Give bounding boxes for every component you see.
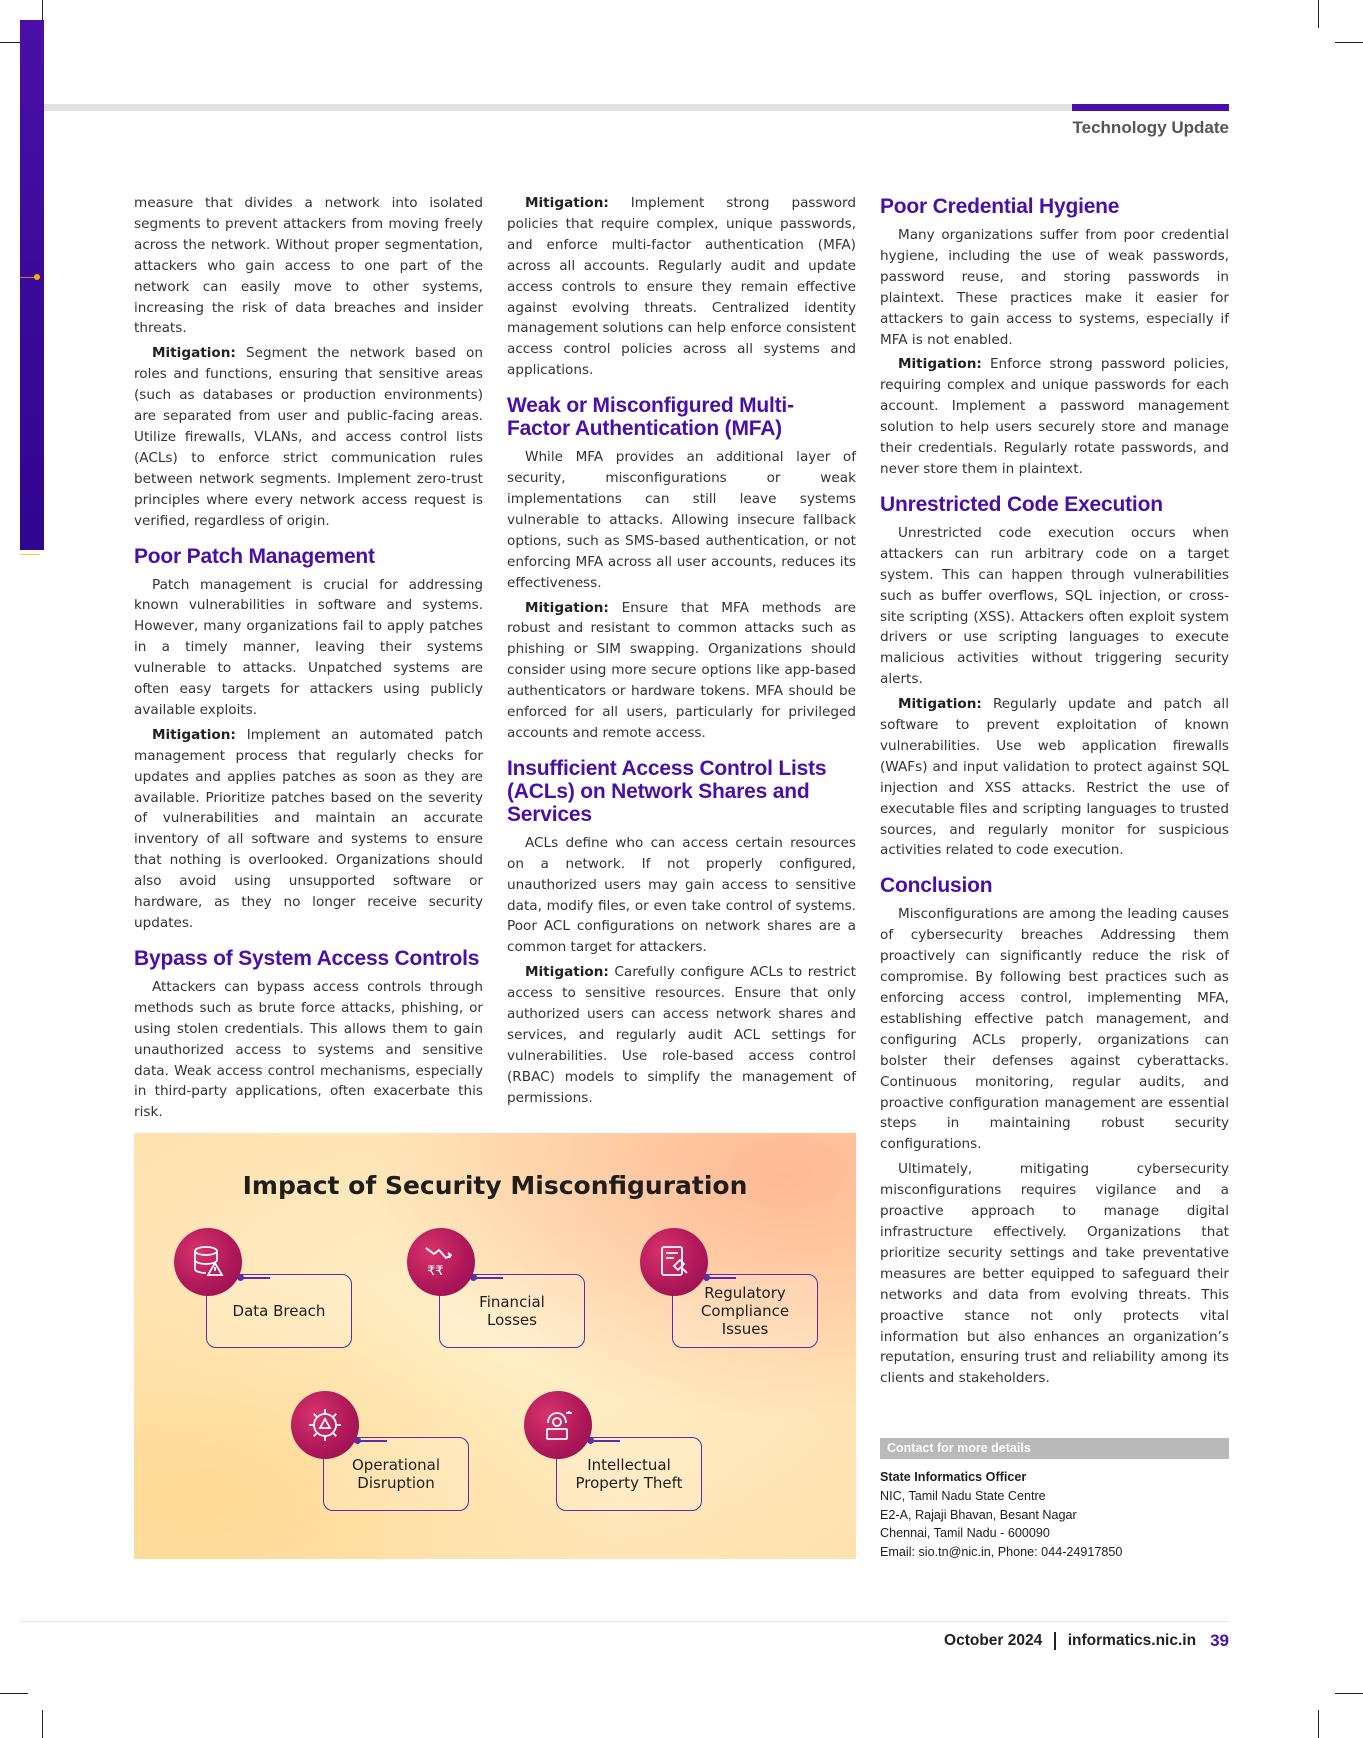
gear-warning-icon: [291, 1391, 359, 1459]
paragraph: Mitigation: Carefully configure ACLs to restrict access to sensitive resources. Ensure that only authorized users can access network shares and services, and regularly audit ACL settings for vulnerabilities. Use role-based access control (RBAC) models to simplify the management of permissions.: [507, 964, 856, 1106]
paragraph: Patch management is crucial for addressing known vulnerabilities in software and systems. However, many organizations fail to apply patches in a timely manner, leaving their systems vulnerable to attacks. Unpatched systems are often easy targets for attackers using publicly available exploits.: [134, 576, 483, 718]
contact-block: [880, 1468, 1122, 1562]
mitigation-label: Mitigation:: [525, 599, 609, 616]
page-footer: [944, 1631, 1229, 1651]
impact-label: Intellectual Property Theft: [575, 1456, 683, 1492]
contact-line: E2-A, Rajaji Bhavan, Besant Nagar: [880, 1507, 1077, 1522]
paragraph: Misconfigurations are among the leading causes of cybersecurity breaches Addressing them proactively can significantly reduce the risk of compromise. By following best practices such as enforcing access control, implementing MFA, establishing effective patch management, and configuring ACLs properly, organizations can bolster their defenses against cyberattacks. Continuous monitoring, regular audits, and proactive configuration management are essential steps in maintaining robust security configurations.: [880, 906, 1229, 1153]
crop-mark: [42, 1710, 43, 1738]
paragraph: While MFA provides an additional layer of security, misconfigurations or weak implementations can still leave systems vulnerable to attacks. Allowing insecure fallback options, such as SMS-based authentication, or not enforcing MFA across all user accounts, reduces its effectiveness.: [507, 449, 856, 591]
impact-label: Regulatory Compliance Issues: [700, 1284, 790, 1338]
paragraph: Attackers can bypass access controls through methods such as brute force attacks, phishing, or using stolen credentials. This allows them to gain unauthorized access to systems and sensitive data. Weak access control mechanisms, especially in third-party applications, often exacerbate this risk.: [134, 978, 483, 1121]
crop-mark: [1318, 0, 1319, 28]
paragraph: Unrestricted code execution occurs when attackers can run arbitrary code on a target system. This can happen through vulnerabilities such as buffer overflows, SQL injection, or cross-site scripting (XSS). Attackers often exploit system drivers or use scripting languages to execute malicious activities without triggering security alerts.: [880, 524, 1229, 688]
page-number: 39: [1210, 1631, 1229, 1650]
hacker-laptop-icon: [524, 1391, 592, 1459]
paragraph: Many organizations suffer from poor credential hygiene, including the use of weak passwords, password reuse, and storing passwords in plaintext. These practices make it easier for attackers to gain access to systems, especially if MFA is not enabled.: [880, 227, 1229, 348]
impact-label: Financial Losses: [479, 1293, 545, 1329]
impact-label: Operational Disruption: [351, 1456, 440, 1492]
paragraph: Mitigation: Regularly update and patch all software to prevent exploitation of known vulnerabilities. Use web application firewalls (WAFs) and input validation to protect against SQL injection and XSS attacks. Restrict the use of executable files and scripting languages to trusted sources, and regularly monitor for suspicious activities related to code execution.: [880, 696, 1229, 859]
paragraph: ACLs define who can access certain resources on a network. If not properly configured, unauthorized users may gain access to sensitive data, modify files, or even take control of systems. Poor ACL configurations on network shares are a common target for attackers.: [507, 834, 856, 956]
legal-book-gavel-icon: [640, 1228, 708, 1296]
footer-separator: [1054, 1632, 1056, 1650]
contact-name: State Informatics Officer: [880, 1470, 1027, 1484]
section-heading: Poor Credential Hygiene: [880, 195, 1120, 218]
section-heading: Insufficient Access Control Lists (ACLs) on Network Shares and Services: [507, 756, 827, 826]
crop-mark: [1335, 42, 1363, 43]
paragraph: measure that divides a network into isolated segments to prevent attackers from moving freely across the network. Without proper segmentation, attackers who gain access to one part of the network can easily move to other systems, increasing the risk of data breaches and insider threats.: [134, 195, 483, 337]
section-heading: Conclusion: [880, 874, 993, 898]
site-url: informatics.nic.in: [1067, 1632, 1197, 1649]
mitigation-label: Mitigation:: [898, 356, 982, 373]
crop-mark: [0, 1693, 28, 1694]
footer-rule: [20, 1621, 1229, 1622]
mitigation-label: Mitigation:: [525, 964, 609, 981]
column-1: [134, 193, 483, 1127]
paragraph: Mitigation: Implement strong password policies that require complex, unique passwords, and enforce multi-factor authentication (MFA) across all accounts. Regularly audit and update access controls to ensure they remain effective against evolving threats. Centralized identity management solutions can help enforce consistent access control policies across all systems and applications.: [507, 195, 856, 379]
database-warning-icon: [174, 1228, 242, 1296]
paragraph: Mitigation: Ensure that MFA methods are robust and resistant to common attacks such as phishing or SIM swapping. Organizations should consider using more secure options like app-based authenticators or hardware tokens. MFA should be enforced for all users, particularly for privileged accounts and remote access.: [507, 599, 856, 741]
paragraph: Mitigation: Implement an automated patch management process that regularly checks for updates and applies patches as soon as they are available. Prioritize patches based on the severity of vulnerabilities and maintain an accurate inventory of all software and systems to ensure that nothing is overlooked. Organizations should also avoid using unsupported software or hardware, as they no longer receive security updates.: [134, 726, 483, 931]
section-heading: Poor Patch Management: [134, 544, 375, 568]
contact-heading: Contact for more details: [880, 1438, 1229, 1459]
impact-label: Data Breach: [232, 1302, 326, 1320]
impact-infographic: [134, 1133, 856, 1559]
section-heading: Weak or Misconfigured Multi-Factor Authentication (MFA): [507, 394, 794, 441]
header-accent-bar: [1072, 104, 1229, 111]
contact-line: Email: sio.tn@nic.in, Phone: 044-24917850: [880, 1545, 1123, 1560]
mitigation-label: Mitigation:: [152, 345, 236, 362]
money-loss-icon: [407, 1228, 475, 1296]
mitigation-label: Mitigation:: [898, 696, 982, 713]
section-tag: Technology Update: [1072, 118, 1229, 137]
paragraph: Mitigation: Enforce strong password policies, requiring complex and unique passwords for each account. Implement a password management solution to help users securely store and manage their credentials. Regularly rotate passwords, and never store them in plaintext.: [880, 356, 1229, 477]
side-decoration-band: [20, 20, 44, 550]
section-heading: Unrestricted Code Execution: [880, 492, 1163, 516]
section-heading: Bypass of System Access Controls: [134, 946, 480, 970]
paragraph: Ultimately, mitigating cybersecurity misconfigurations requires vigilance and a proactive approach to manage digital infrastructure effectively. Organizations that prioritize security settings and take preventative measures are better equipped to safeguard their networks and data from evolving threats. This proactive stance not only protects vital information but also enhances an organization’s reputation, ensuring trust and reliability among its clients and stakeholders.: [880, 1161, 1229, 1387]
crop-mark: [1335, 1693, 1363, 1694]
infographic-title: Impact of Security Misconfiguration: [242, 1171, 748, 1200]
issue-date: October 2024: [944, 1632, 1043, 1649]
paragraph: Mitigation: Segment the network based on roles and functions, ensuring that sensitive areas (such as databases or production environments) are separated from user and public-facing areas. Utilize firewalls, VLANs, and access control lists (ACLs) to enforce strict communication rules between network segments. Implement zero-trust principles where every network access request is verified, regardless of origin.: [134, 345, 483, 529]
header-rule: [44, 104, 1229, 111]
crop-mark: [1318, 1710, 1319, 1738]
mitigation-label: Mitigation:: [525, 195, 609, 211]
column-3: [880, 195, 1229, 1393]
svg-text:₹₹: ₹₹: [427, 1264, 444, 1279]
contact-line: NIC, Tamil Nadu State Centre: [880, 1488, 1046, 1503]
contact-line: Chennai, Tamil Nadu - 600090: [880, 1526, 1050, 1541]
mitigation-label: Mitigation:: [152, 726, 236, 743]
column-2: [507, 193, 856, 1113]
